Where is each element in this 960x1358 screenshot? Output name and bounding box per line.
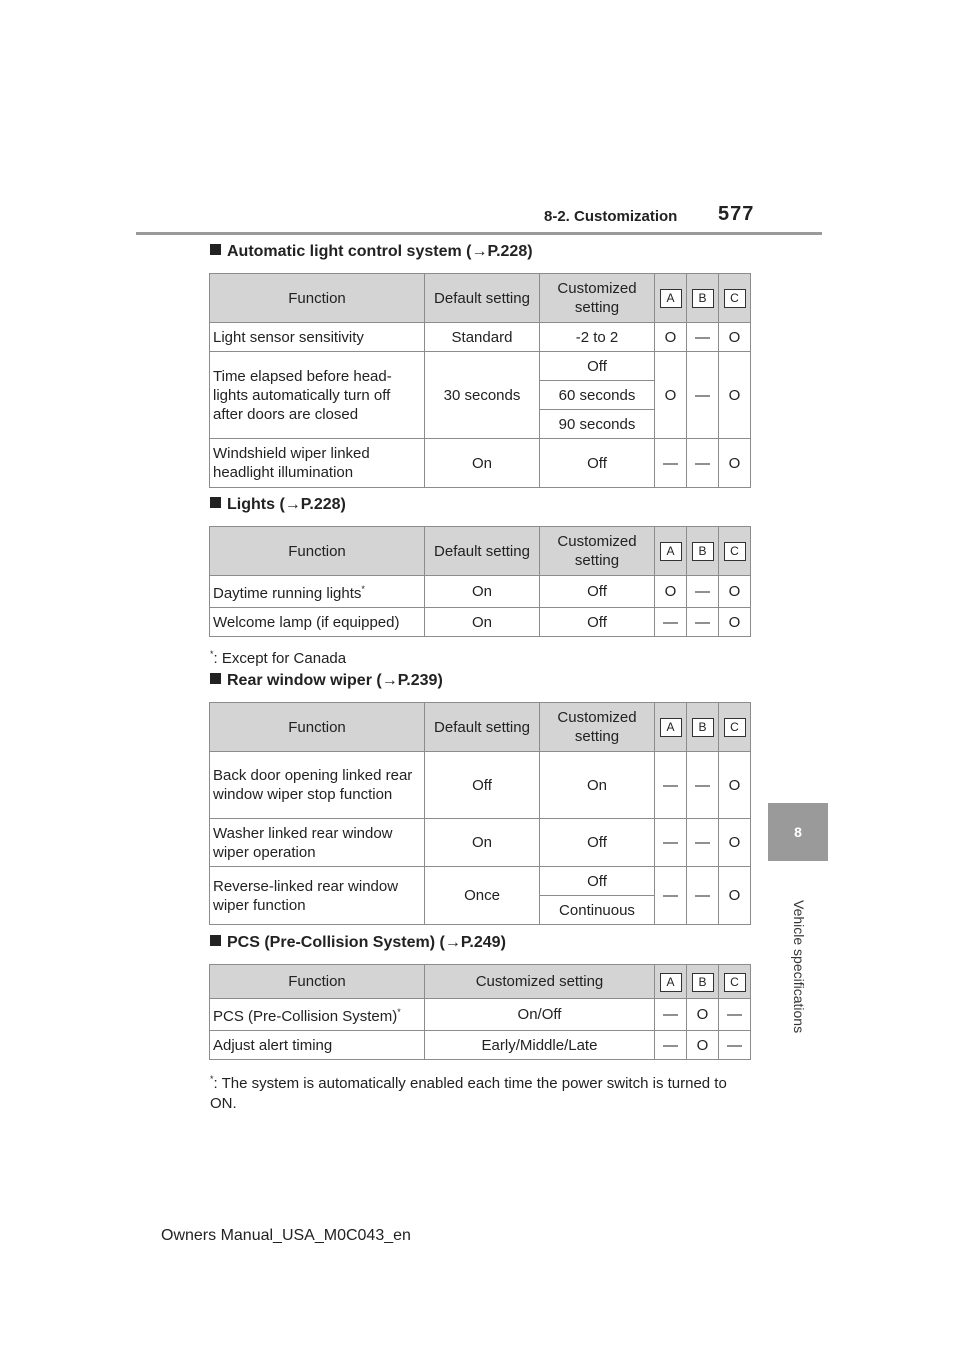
- section-title-automatic-light: Automatic light control system (→P.228): [210, 243, 533, 261]
- table-row: Reverse-linked rear window wiper function Once Off — — O: [210, 867, 751, 896]
- footnote-pcs: *: The system is automatically enabled each time the power switch is turned to ON.: [210, 1074, 727, 1112]
- chapter-label: Vehicle specifications: [791, 900, 807, 1034]
- header-a: A: [655, 274, 687, 323]
- header-c: C: [719, 703, 751, 752]
- header-b: B: [687, 703, 719, 752]
- square-bullet-icon: [210, 935, 221, 946]
- header-b: B: [687, 965, 719, 999]
- header-function: Function: [210, 274, 425, 323]
- table-row: Time elapsed before head-lights automatically turn off after doors are closed 30 seconds Off O — O: [210, 352, 751, 381]
- section-title-rear-wiper: Rear window wiper (→P.239): [210, 672, 443, 690]
- square-bullet-icon: [210, 673, 221, 684]
- table-row: Washer linked rear window wiper operation On Off — — O: [210, 819, 751, 867]
- header-a: A: [655, 703, 687, 752]
- header-customized: Customized setting: [540, 274, 655, 323]
- header-c: C: [719, 274, 751, 323]
- section-title-pcs: PCS (Pre-Collision System) (→P.249): [210, 934, 506, 952]
- header-b: B: [687, 527, 719, 576]
- table-row: Welcome lamp (if equipped) On Off — — O: [210, 608, 751, 637]
- header-c: C: [719, 965, 751, 999]
- chapter-tab[interactable]: 8: [768, 803, 828, 861]
- footer-manual-id: Owners Manual_USA_M0C043_en: [161, 1227, 411, 1244]
- header-function: Function: [210, 703, 425, 752]
- table-row: Back door opening linked rear window wiper stop function Off On — — O: [210, 752, 751, 819]
- header-divider: [136, 232, 822, 235]
- table-row: Windshield wiper linked headlight illumination On Off — — O: [210, 439, 751, 488]
- header-c: C: [719, 527, 751, 576]
- header-function: Function: [210, 965, 425, 999]
- header-default: Default setting: [425, 527, 540, 576]
- header-function: Function: [210, 527, 425, 576]
- header-a: A: [655, 527, 687, 576]
- table-row: Daytime running lights* On Off O — O: [210, 576, 751, 608]
- header-customized: Customized setting: [425, 965, 655, 999]
- header-customized: Customized setting: [540, 527, 655, 576]
- pcs-table: [209, 964, 751, 1060]
- header-customized: Customized setting: [540, 703, 655, 752]
- table-row: Adjust alert timing Early/Middle/Late — O —: [210, 1031, 751, 1060]
- table-row: Light sensor sensitivity Standard -2 to 2 O — O: [210, 323, 751, 352]
- rear-wiper-table: Function Default setting Customized setting A B C Back door opening linked rear window wiper stop function Off On — — O Washer linked rear window wiper operation On Off — — O Reverse-linked rear window wiper function Once Off — — O Continuous: [209, 702, 751, 925]
- square-bullet-icon: [210, 497, 221, 508]
- header-a: A: [655, 965, 687, 999]
- page-number: 577: [718, 203, 755, 225]
- table-row: PCS (Pre-Collision System)* On/Off — O —: [210, 999, 751, 1031]
- square-bullet-icon: [210, 244, 221, 255]
- footnote-lights: *: Except for Canada: [210, 649, 347, 667]
- section-title-lights: Lights (→P.228): [210, 496, 346, 514]
- header-b: B: [687, 274, 719, 323]
- section-heading: 8-2. Customization: [544, 208, 678, 225]
- header-default: Default setting: [425, 274, 540, 323]
- automatic-light-table: Function Default setting Customized setting A B C Light sensor sensitivity Standard -2 to 2 O — O Time elapsed before head-lights automatically turn off after doors are closed 30 seconds Off O — O 60 seconds 90 seconds Windshield wiper linked headlight illumination On Off — — O: [209, 273, 751, 488]
- header-default: Default setting: [425, 703, 540, 752]
- lights-table: [209, 526, 751, 637]
